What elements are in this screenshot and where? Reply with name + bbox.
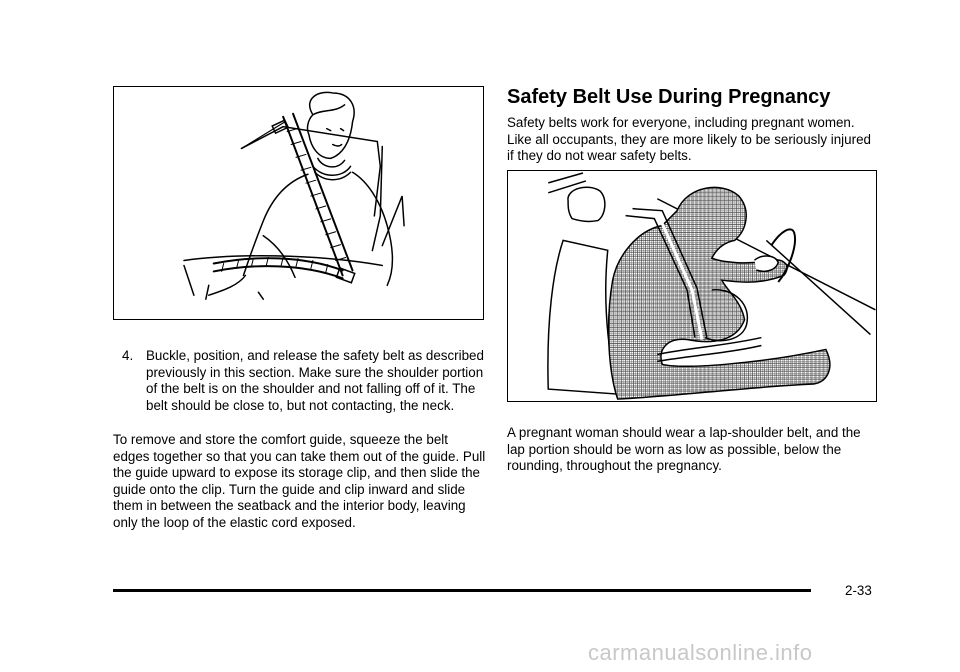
child-seatbelt-drawing <box>114 87 483 319</box>
step-text: Buckle, position, and release the safety belt as described previously in this section. Make sure the shoulder portion of the belt is on the shoulder and not falling off of it. The belt should be close to, but not contacting, the neck. <box>146 348 484 413</box>
comfort-guide-storage-paragraph: To remove and store the comfort guide, squeeze the belt edges together so that you can take them out of the guide. Pull the guide upward to expose its storage clip, and then slide the guide onto the clip. Turn the guide and clip inward and slide them in between the seatback and the interior body, leaving only the loop of the elastic cord exposed. <box>113 432 486 530</box>
watermark: carmanualsonline.info <box>588 640 813 665</box>
footer-rule <box>113 589 811 592</box>
step-number: 4. <box>122 348 134 363</box>
pregnancy-belt-paragraph: A pregnant woman should wear a lap-shoulder belt, and the lap portion should be worn as low as possible, below the rounding, throughout the pregnancy. <box>507 425 861 474</box>
pregnant-woman-seatbelt-drawing <box>508 171 876 401</box>
comfort-guide-illustration <box>113 86 484 320</box>
pregnant-woman-illustration <box>507 170 877 402</box>
instruction-step <box>122 348 484 414</box>
section-heading: Safety Belt Use During Pregnancy <box>507 86 831 108</box>
page-number: 2-33 <box>845 583 872 598</box>
pregnancy-intro-paragraph: Safety belts work for everyone, including pregnant women. Like all occupants, they are more likely to be seriously injured if they do not wear safety belts. <box>507 115 871 164</box>
